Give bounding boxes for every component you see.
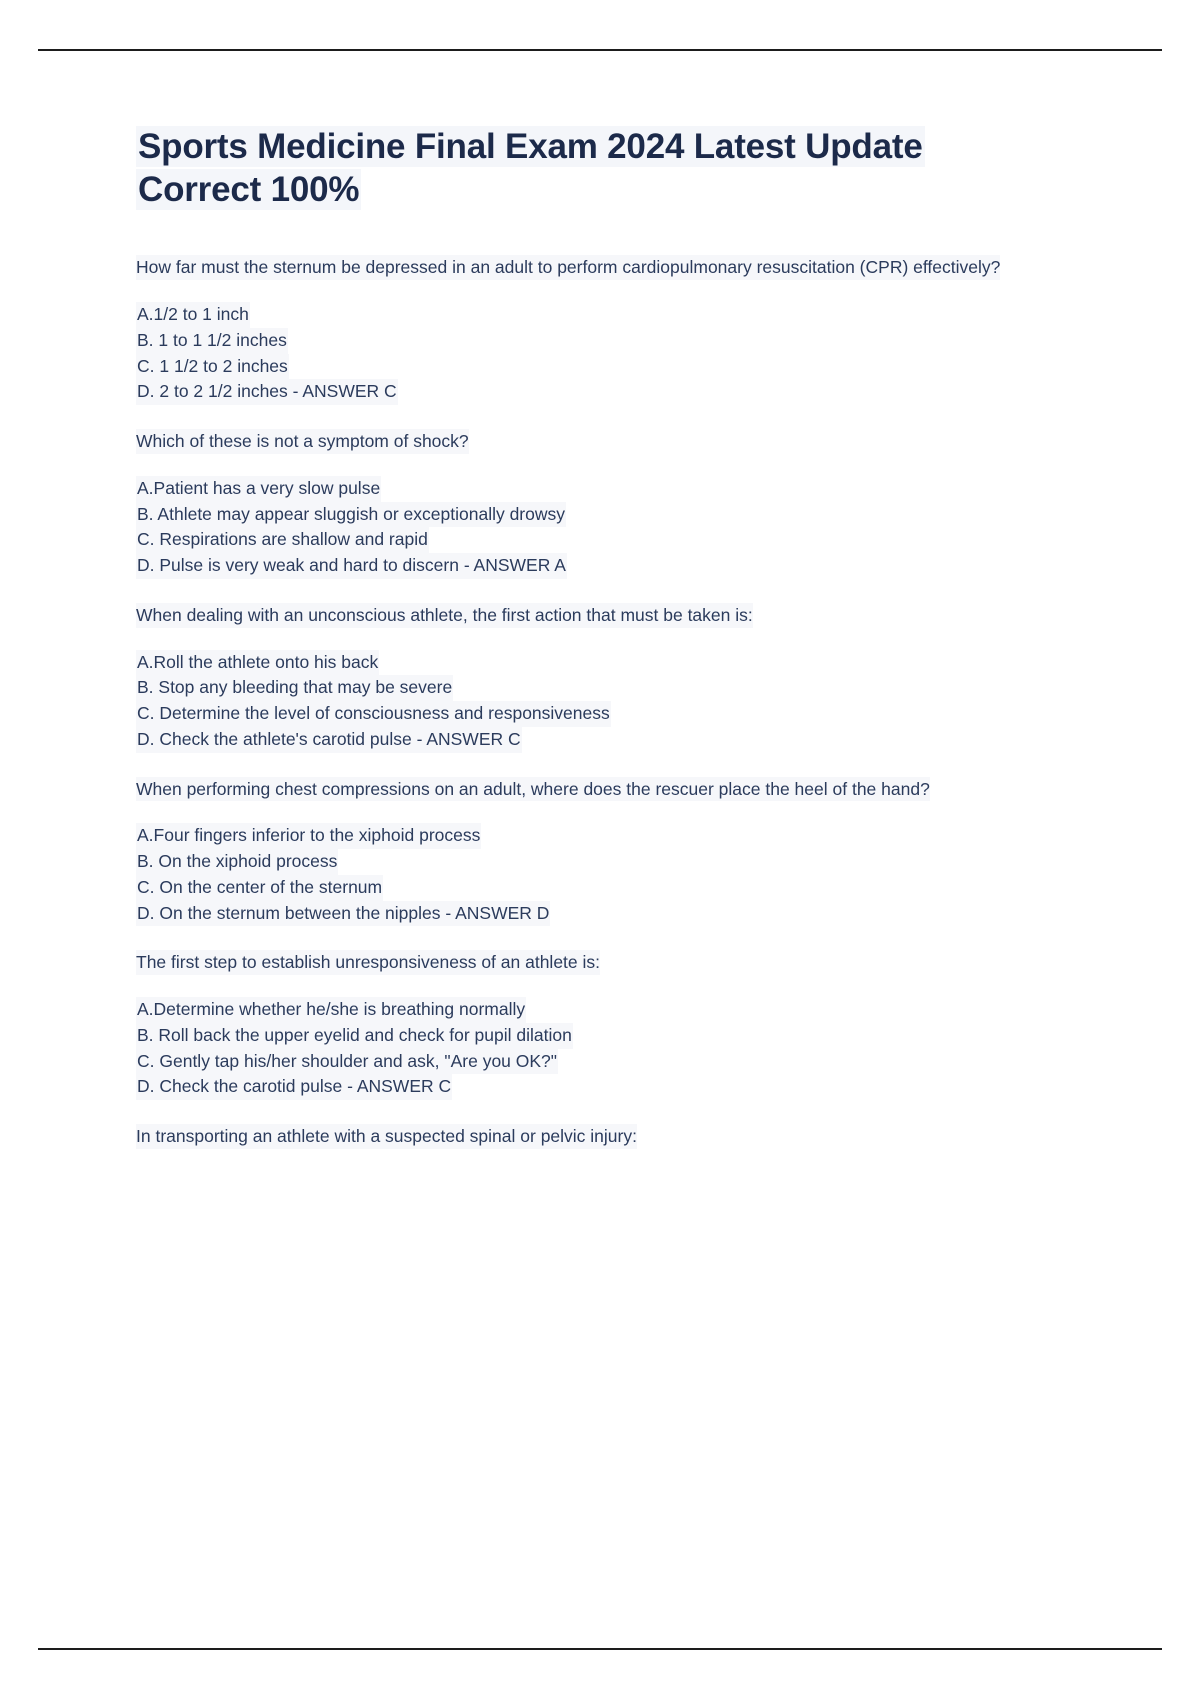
option-item: D. Check the athlete's carotid pulse - ANSWER C [136, 727, 522, 753]
document-content [136, 126, 1016, 1173]
option-item: C. Determine the level of consciousness and responsiveness [136, 701, 611, 727]
option-item: C. On the center of the sternum [136, 875, 383, 901]
option-item: D. 2 to 2 1/2 inches - ANSWER C [136, 379, 398, 405]
option-item: B. Roll back the upper eyelid and check for pupil dilation [136, 1023, 573, 1049]
option-list [136, 476, 1016, 579]
question-block-6 [136, 1124, 1016, 1149]
question-text: In transporting an athlete with a suspected spinal or pelvic injury: [136, 1124, 637, 1149]
option-item: B. On the xiphoid process [136, 849, 338, 875]
option-item: C. Gently tap his/her shoulder and ask, "Are you OK?" [136, 1049, 558, 1075]
option-item: A.Patient has a very slow pulse [136, 476, 381, 502]
question-text: The first step to establish unresponsiveness of an athlete is: [136, 950, 600, 975]
question-text: Which of these is not a symptom of shock? [136, 429, 469, 454]
option-item: C. 1 1/2 to 2 inches [136, 354, 289, 380]
option-item: B. Stop any bleeding that may be severe [136, 675, 453, 701]
option-item: B. Athlete may appear sluggish or exceptionally drowsy [136, 502, 566, 528]
option-item: D. Pulse is very weak and hard to discern - ANSWER A [136, 553, 567, 579]
option-item: A.Determine whether he/she is breathing normally [136, 997, 526, 1023]
option-item: D. On the sternum between the nipples - ANSWER D [136, 901, 550, 927]
question-block-5 [136, 950, 1016, 1100]
option-item: A.1/2 to 1 inch [136, 302, 250, 328]
option-item: B. 1 to 1 1/2 inches [136, 328, 288, 354]
question-text: When performing chest compressions on an adult, where does the rescuer place the heel of the hand? [136, 777, 930, 802]
option-item: A.Roll the athlete onto his back [136, 650, 379, 676]
footer-divider [38, 1648, 1162, 1650]
option-list [136, 823, 1016, 926]
question-block-1 [136, 255, 1016, 405]
option-item: C. Respirations are shallow and rapid [136, 527, 429, 553]
question-block-3 [136, 603, 1016, 753]
option-list [136, 997, 1016, 1100]
option-list [136, 302, 1016, 405]
header-divider [38, 49, 1162, 51]
question-text: How far must the sternum be depressed in an adult to perform cardiopulmonary resuscitation (CPR) effectively? [136, 255, 1000, 280]
option-list [136, 650, 1016, 753]
question-text: When dealing with an unconscious athlete, the first action that must be taken is: [136, 603, 753, 628]
option-item: D. Check the carotid pulse - ANSWER C [136, 1074, 452, 1100]
question-block-4 [136, 777, 1016, 927]
question-block-2 [136, 429, 1016, 579]
page-title [136, 126, 1008, 211]
option-item: A.Four fingers inferior to the xiphoid process [136, 823, 481, 849]
document-title: Sports Medicine Final Exam 2024 Latest Update Correct 100% [138, 127, 923, 209]
